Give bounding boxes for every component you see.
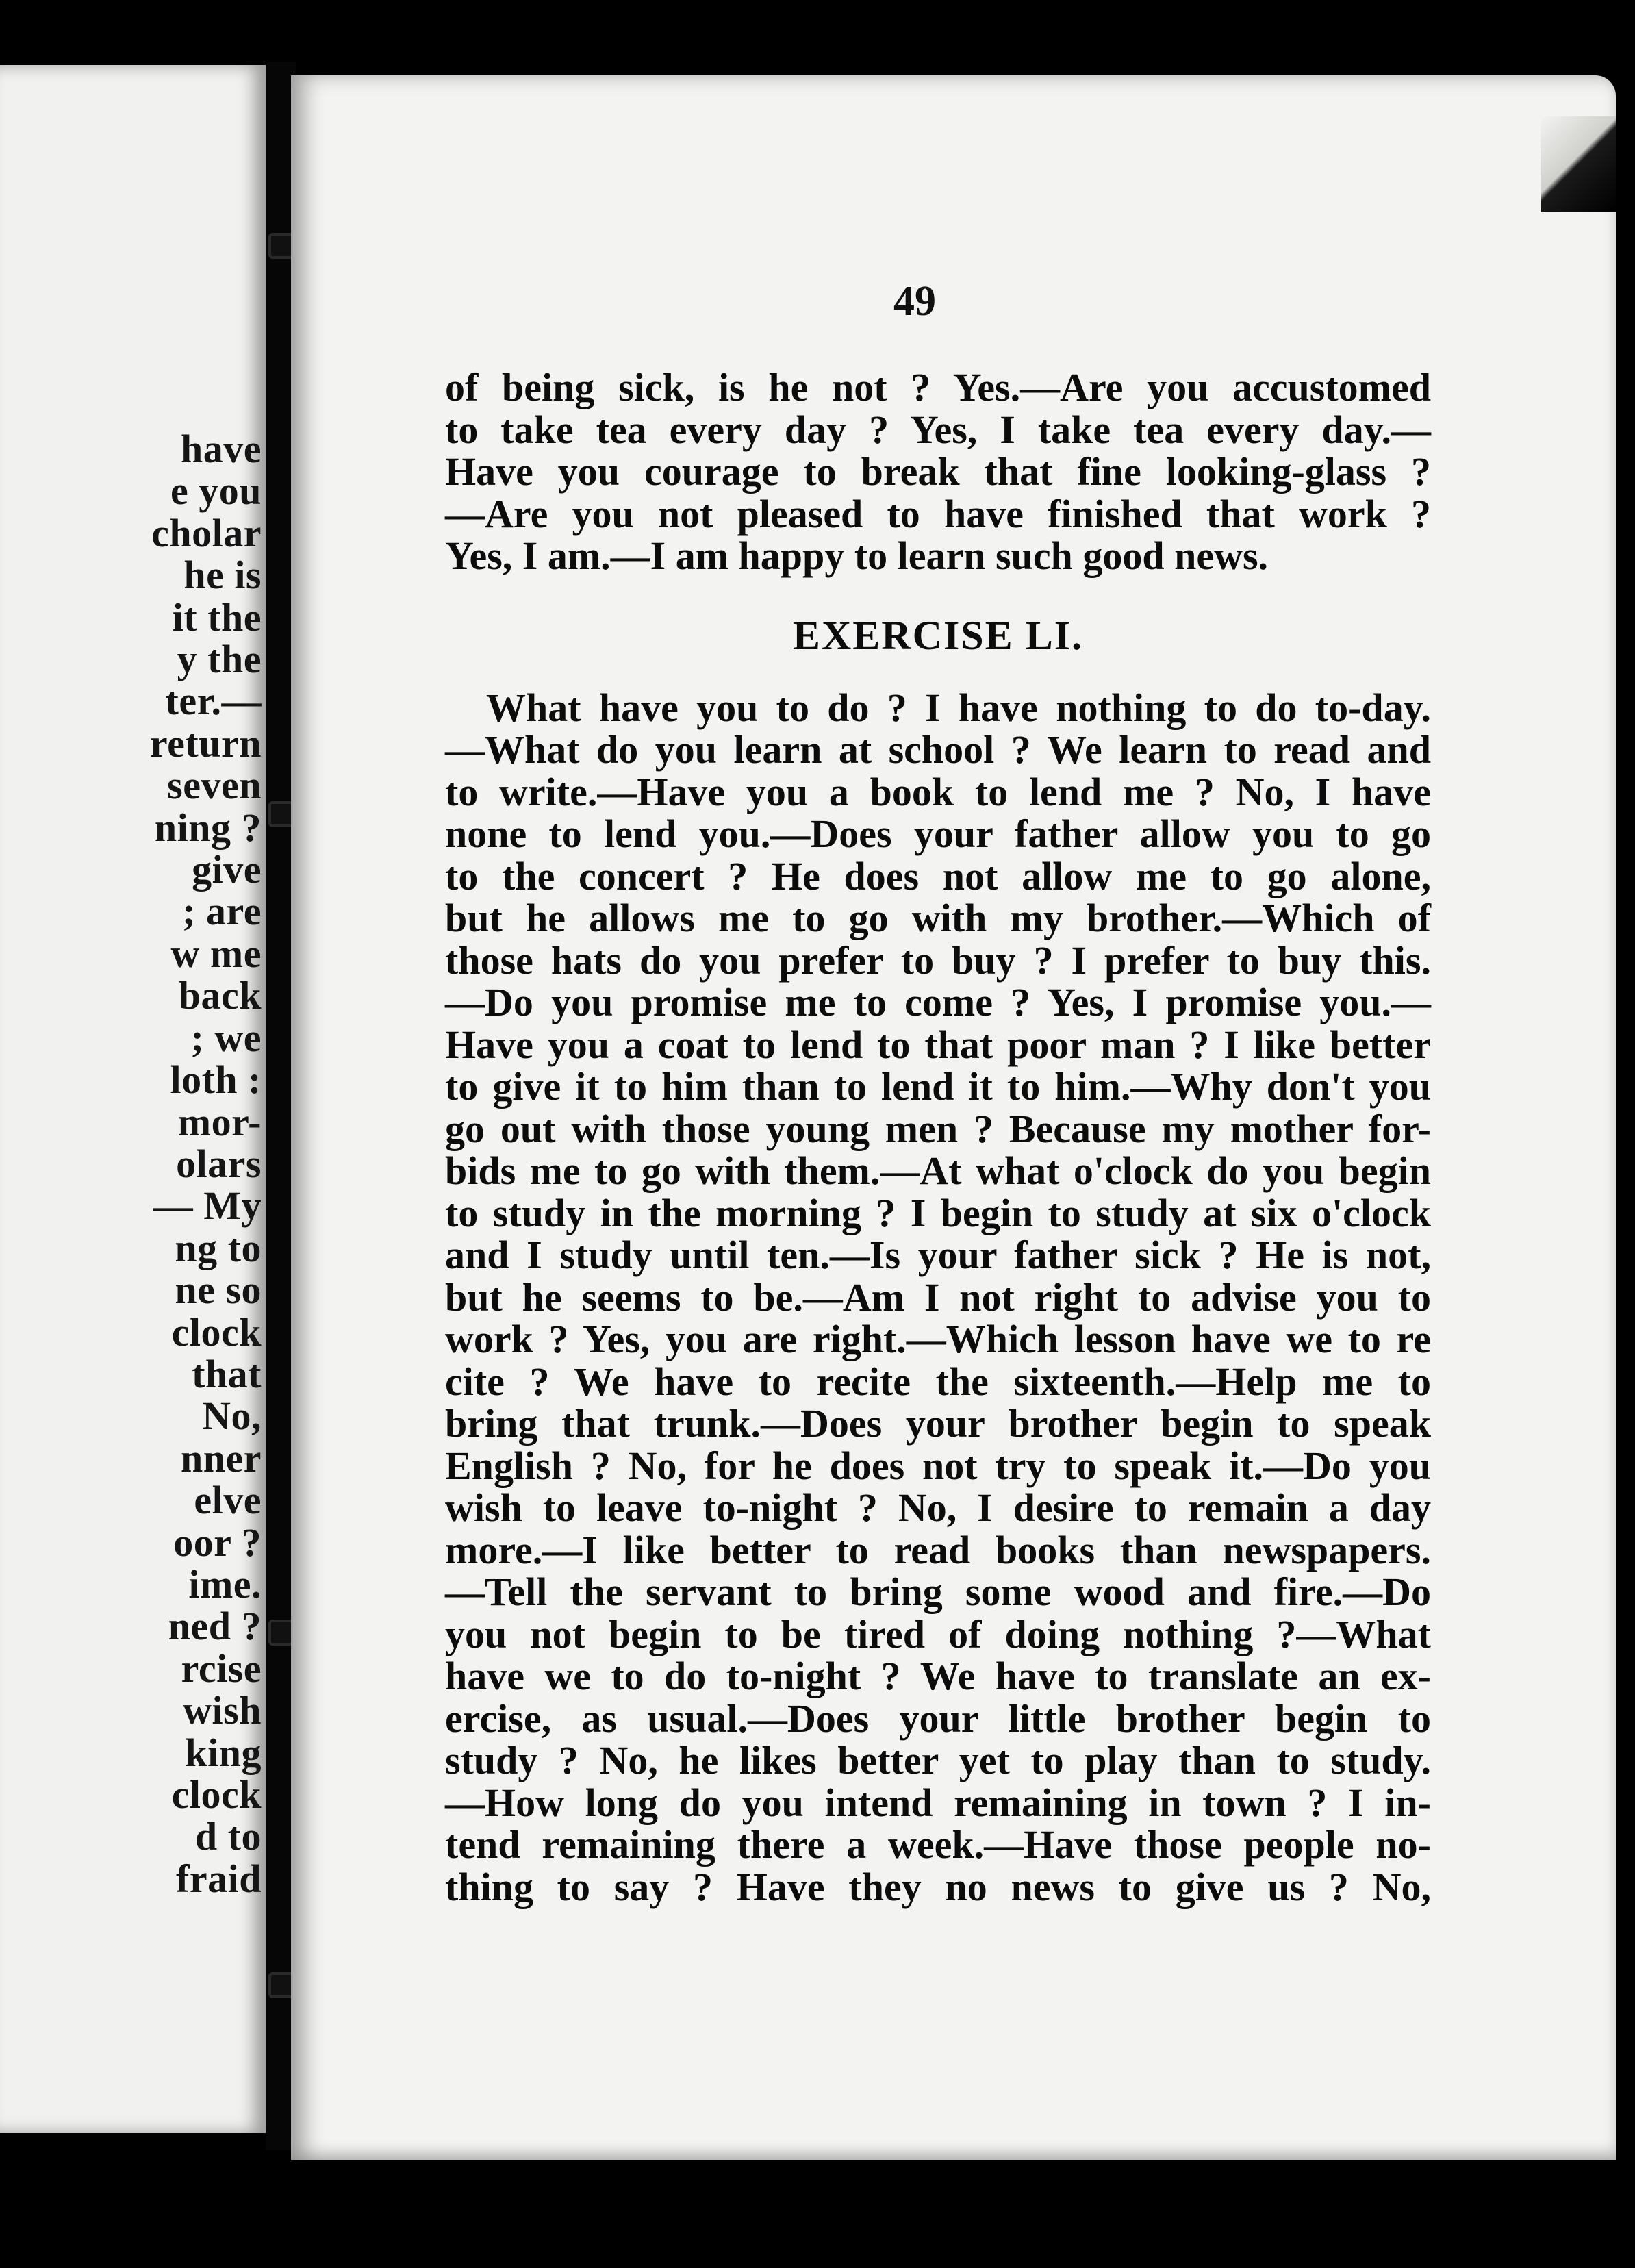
text-line: to study in the morning ? I begin to study at six o'clock bbox=[445, 1190, 1431, 1235]
text-line: bring that trunk.—Does your brother begin to speak bbox=[445, 1401, 1431, 1446]
text-line: —How long do you intend remaining in town ? I in- bbox=[445, 1780, 1431, 1825]
text-line: —Do you promise me to come ? Yes, I promise you.— bbox=[445, 980, 1431, 1024]
left-page-line: e you bbox=[170, 468, 262, 514]
text-line: work ? Yes, you are right.—Which lesson have we to re bbox=[445, 1317, 1431, 1361]
left-page-line: seven bbox=[167, 763, 262, 808]
left-page-line: y the bbox=[177, 637, 262, 682]
text-line: to write.—Have you a book to lend me ? No, I have bbox=[445, 769, 1431, 814]
left-page-line: return bbox=[149, 720, 262, 766]
paragraph-after bbox=[445, 687, 1431, 1908]
text-line: —Tell the servant to bring some wood and fire.—Do bbox=[445, 1570, 1431, 1614]
left-page-text bbox=[150, 428, 262, 1900]
left-page-line: that bbox=[192, 1351, 262, 1396]
left-page-line: have bbox=[181, 427, 262, 471]
text-line: those hats do you prefer to buy ? I prefer to buy this. bbox=[445, 937, 1431, 983]
text-line: to the concert ? He does not allow me to go alone, bbox=[445, 853, 1431, 898]
text-line: more.—I like better to read books than newspapers. bbox=[445, 1527, 1431, 1572]
text-line: ercise, as usual.—Does your little brother begin to bbox=[445, 1696, 1431, 1741]
left-page-line: fraid bbox=[176, 1856, 262, 1901]
left-page-line: ng to bbox=[175, 1225, 262, 1270]
left-page-line: loth : bbox=[170, 1057, 262, 1102]
left-page-line: ne so bbox=[175, 1268, 262, 1313]
paragraph-before bbox=[445, 366, 1431, 577]
left-page-line: wish bbox=[183, 1688, 262, 1733]
text-line: study ? No, he likes better yet to play than to study. bbox=[445, 1738, 1431, 1782]
left-page-line: it the bbox=[172, 594, 262, 640]
left-page-line: give bbox=[192, 847, 262, 892]
text-line: Have you courage to break that fine looking-glass ? bbox=[445, 449, 1431, 494]
left-page-line: ning ? bbox=[154, 805, 262, 850]
left-page-line: he is bbox=[183, 553, 262, 598]
left-page bbox=[0, 65, 267, 2133]
left-page-line: d to bbox=[194, 1814, 262, 1859]
left-page-line: king bbox=[185, 1730, 262, 1775]
text-line: —Are you not pleased to have finished that work ? bbox=[445, 491, 1431, 536]
text-line: —What do you learn at school ? We learn to read and bbox=[445, 727, 1431, 772]
text-line: tend remaining there a week.—Have those people no- bbox=[445, 1822, 1431, 1867]
text-line: to give it to him than to lend it to him.—Why don't you bbox=[445, 1064, 1431, 1109]
text-line: go out with those young men ? Because my mother for- bbox=[445, 1106, 1431, 1151]
text-line: bids me to go with them.—At what o'clock do you begin bbox=[445, 1148, 1431, 1193]
text-line: Yes, I am.—I am happy to learn such good news. bbox=[445, 533, 1269, 578]
left-page-line: — My bbox=[153, 1183, 262, 1228]
left-page-line: ned ? bbox=[168, 1604, 262, 1649]
left-page-line: back bbox=[178, 973, 262, 1018]
text-line: wish to leave to-night ? No, I desire to remain a day bbox=[445, 1485, 1431, 1530]
left-page-line: mor- bbox=[177, 1099, 262, 1144]
text-line: but he seems to be.—Am I not right to advise you to bbox=[445, 1274, 1431, 1320]
text-line: cite ? We have to recite the sixteenth.—Help me to bbox=[445, 1359, 1431, 1404]
text-line: to take tea every day ? Yes, I take tea every day.— bbox=[445, 407, 1431, 452]
text-line: but he allows me to go with my brother.—Which of bbox=[445, 896, 1431, 940]
left-page-line: oor ? bbox=[173, 1520, 262, 1565]
left-page-line: ; we bbox=[190, 1015, 262, 1060]
text-line: English ? No, for he does not try to speak it.—Do you bbox=[445, 1443, 1431, 1488]
text-line: and I study until ten.—Is your father sick ? He is not, bbox=[445, 1233, 1431, 1277]
exercise-heading: EXERCISE LI. bbox=[792, 612, 1084, 658]
text-line: none to lend you.—Does your father allow you to go bbox=[445, 811, 1431, 856]
page-number: 49 bbox=[893, 278, 936, 325]
folded-corner bbox=[1541, 116, 1616, 212]
text-line: have we to do to-night ? We have to translate an ex- bbox=[445, 1654, 1431, 1698]
text-line: What have you to do ? I have nothing to do to-day. bbox=[486, 685, 1431, 730]
page-text bbox=[445, 366, 1431, 1908]
text-line: of being sick, is he not ? Yes.—Are you accustomed bbox=[445, 365, 1431, 410]
left-page-line: ; are bbox=[182, 889, 262, 934]
text-line: thing to say ? Have they no news to give us ? No, bbox=[445, 1864, 1431, 1909]
left-page-line: No, bbox=[202, 1394, 262, 1439]
left-page-line: w me bbox=[170, 931, 262, 976]
left-page-line: olars bbox=[176, 1141, 262, 1186]
left-page-line: clock bbox=[171, 1772, 262, 1817]
left-page-line: clock bbox=[171, 1309, 262, 1354]
left-page-line: cholar bbox=[151, 510, 262, 555]
left-page-line: nner bbox=[181, 1435, 262, 1480]
left-page-line: ter.— bbox=[165, 679, 262, 724]
text-line: you not begin to be tired of doing nothing ?—What bbox=[445, 1611, 1431, 1656]
left-page-line: rcise bbox=[181, 1646, 262, 1691]
left-page-line: ime. bbox=[188, 1561, 262, 1606]
text-line: Have you a coat to lend to that poor man ? I like better bbox=[445, 1022, 1431, 1067]
left-page-line: elve bbox=[194, 1478, 262, 1523]
